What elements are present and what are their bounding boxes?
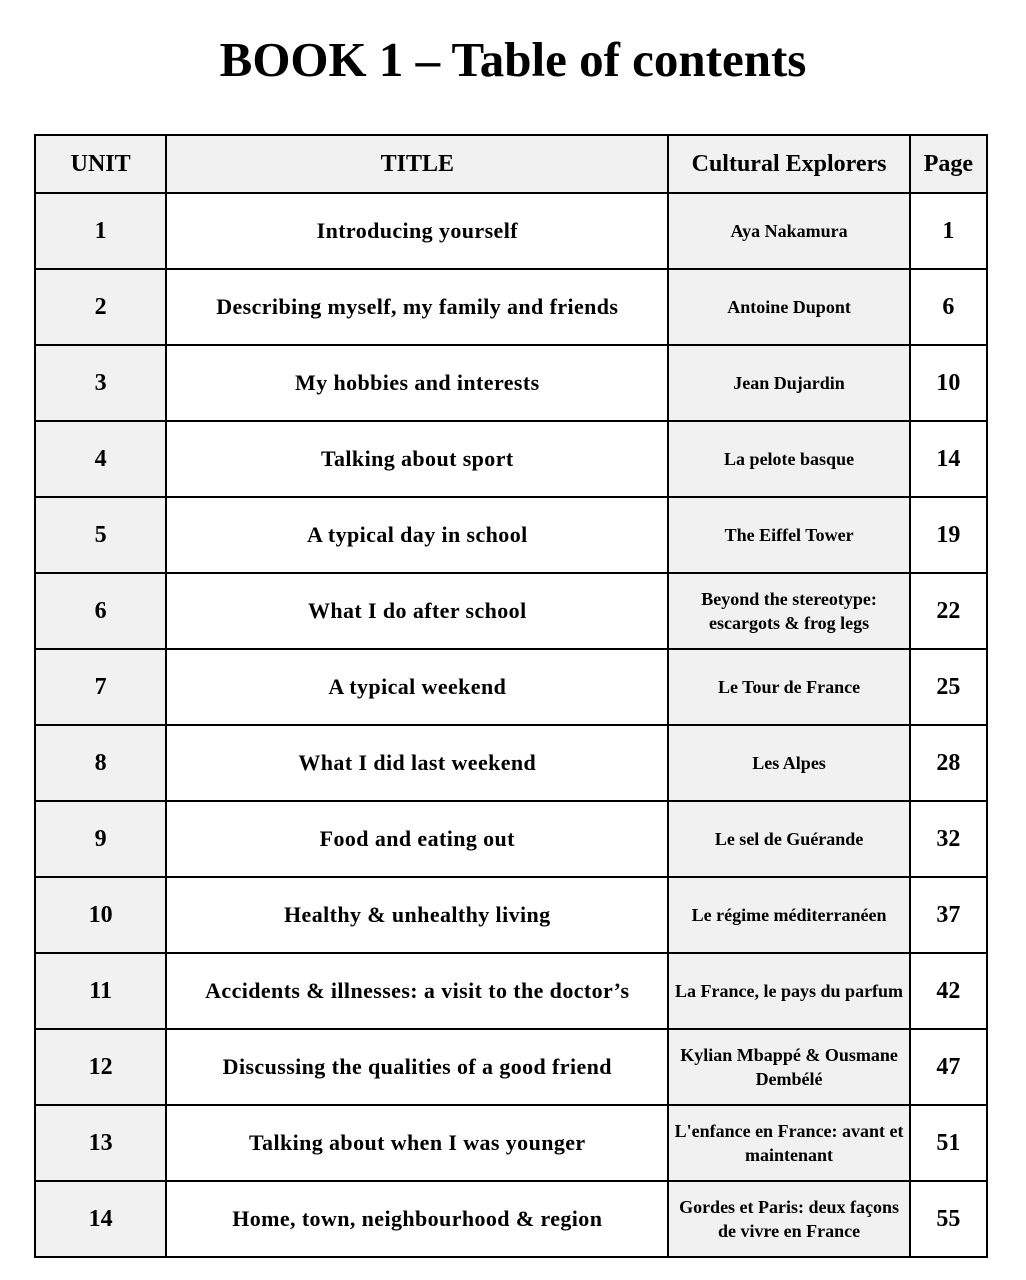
page-number: 6 — [910, 269, 987, 345]
page-number: 25 — [910, 649, 987, 725]
cultural-explorer: Le Tour de France — [668, 649, 910, 725]
unit-title: Healthy & unhealthy living — [166, 877, 668, 953]
unit-title: Talking about sport — [166, 421, 668, 497]
unit-title: Talking about when I was younger — [166, 1105, 668, 1181]
table-row — [35, 877, 987, 953]
table-row — [35, 421, 987, 497]
unit-number: 12 — [35, 1029, 166, 1105]
unit-title: Discussing the qualities of a good friend — [166, 1029, 668, 1105]
cultural-explorer: La pelote basque — [668, 421, 910, 497]
header-unit: UNIT — [35, 135, 166, 193]
page-number: 42 — [910, 953, 987, 1029]
unit-title: What I did last weekend — [166, 725, 668, 801]
unit-title: Home, town, neighbourhood & region — [166, 1181, 668, 1257]
page-number: 19 — [910, 497, 987, 573]
page-number: 14 — [910, 421, 987, 497]
unit-number: 3 — [35, 345, 166, 421]
unit-title: Describing myself, my family and friends — [166, 269, 668, 345]
cultural-explorer: Antoine Dupont — [668, 269, 910, 345]
page-title: BOOK 1 – Table of contents — [219, 32, 807, 87]
table-row — [35, 497, 987, 573]
page-number: 10 — [910, 345, 987, 421]
cultural-explorer: Le sel de Guérande — [668, 801, 910, 877]
unit-title: My hobbies and interests — [166, 345, 668, 421]
table-row — [35, 1181, 987, 1257]
unit-number: 4 — [35, 421, 166, 497]
unit-number: 9 — [35, 801, 166, 877]
unit-number: 5 — [35, 497, 166, 573]
cultural-explorer: Gordes et Paris: deux façons de vivre en France — [668, 1181, 910, 1257]
unit-number: 10 — [35, 877, 166, 953]
cultural-explorer: Kylian Mbappé & Ousmane Dembélé — [668, 1029, 910, 1105]
table-row — [35, 573, 987, 649]
contents-table — [34, 134, 988, 1258]
cultural-explorer: Beyond the stereotype: escargots & frog legs — [668, 573, 910, 649]
cultural-explorer: La France, le pays du parfum — [668, 953, 910, 1029]
unit-title: A typical weekend — [166, 649, 668, 725]
cultural-explorer: Jean Dujardin — [668, 345, 910, 421]
header-page: Page — [910, 135, 987, 193]
table-row — [35, 1105, 987, 1181]
unit-title: Food and eating out — [166, 801, 668, 877]
page-number: 37 — [910, 877, 987, 953]
table-row — [35, 725, 987, 801]
unit-title: Accidents & illnesses: a visit to the doctor’s — [166, 953, 668, 1029]
unit-title: What I do after school — [166, 573, 668, 649]
page-number: 55 — [910, 1181, 987, 1257]
cultural-explorer: L'enfance en France: avant et maintenant — [668, 1105, 910, 1181]
header-title: TITLE — [166, 135, 668, 193]
unit-title: A typical day in school — [166, 497, 668, 573]
table-row — [35, 1029, 987, 1105]
header-row — [35, 135, 987, 193]
page-number: 28 — [910, 725, 987, 801]
page-number: 47 — [910, 1029, 987, 1105]
page-number: 22 — [910, 573, 987, 649]
unit-number: 11 — [35, 953, 166, 1029]
unit-number: 8 — [35, 725, 166, 801]
cultural-explorer: Aya Nakamura — [668, 193, 910, 269]
table-row — [35, 269, 987, 345]
unit-number: 1 — [35, 193, 166, 269]
unit-number: 13 — [35, 1105, 166, 1181]
unit-number: 14 — [35, 1181, 166, 1257]
cultural-explorer: Le régime méditerranéen — [668, 877, 910, 953]
unit-number: 2 — [35, 269, 166, 345]
header-cultural-explorers: Cultural Explorers — [668, 135, 910, 193]
cultural-explorer: The Eiffel Tower — [668, 497, 910, 573]
unit-number: 6 — [35, 573, 166, 649]
table-row — [35, 345, 987, 421]
unit-number: 7 — [35, 649, 166, 725]
page-number: 1 — [910, 193, 987, 269]
page-number: 32 — [910, 801, 987, 877]
table-row — [35, 649, 987, 725]
unit-title: Introducing yourself — [166, 193, 668, 269]
table-row — [35, 801, 987, 877]
cultural-explorer: Les Alpes — [668, 725, 910, 801]
table-row — [35, 193, 987, 269]
table-row — [35, 953, 987, 1029]
table-header — [35, 135, 987, 193]
table-body — [35, 193, 987, 1257]
page-number: 51 — [910, 1105, 987, 1181]
